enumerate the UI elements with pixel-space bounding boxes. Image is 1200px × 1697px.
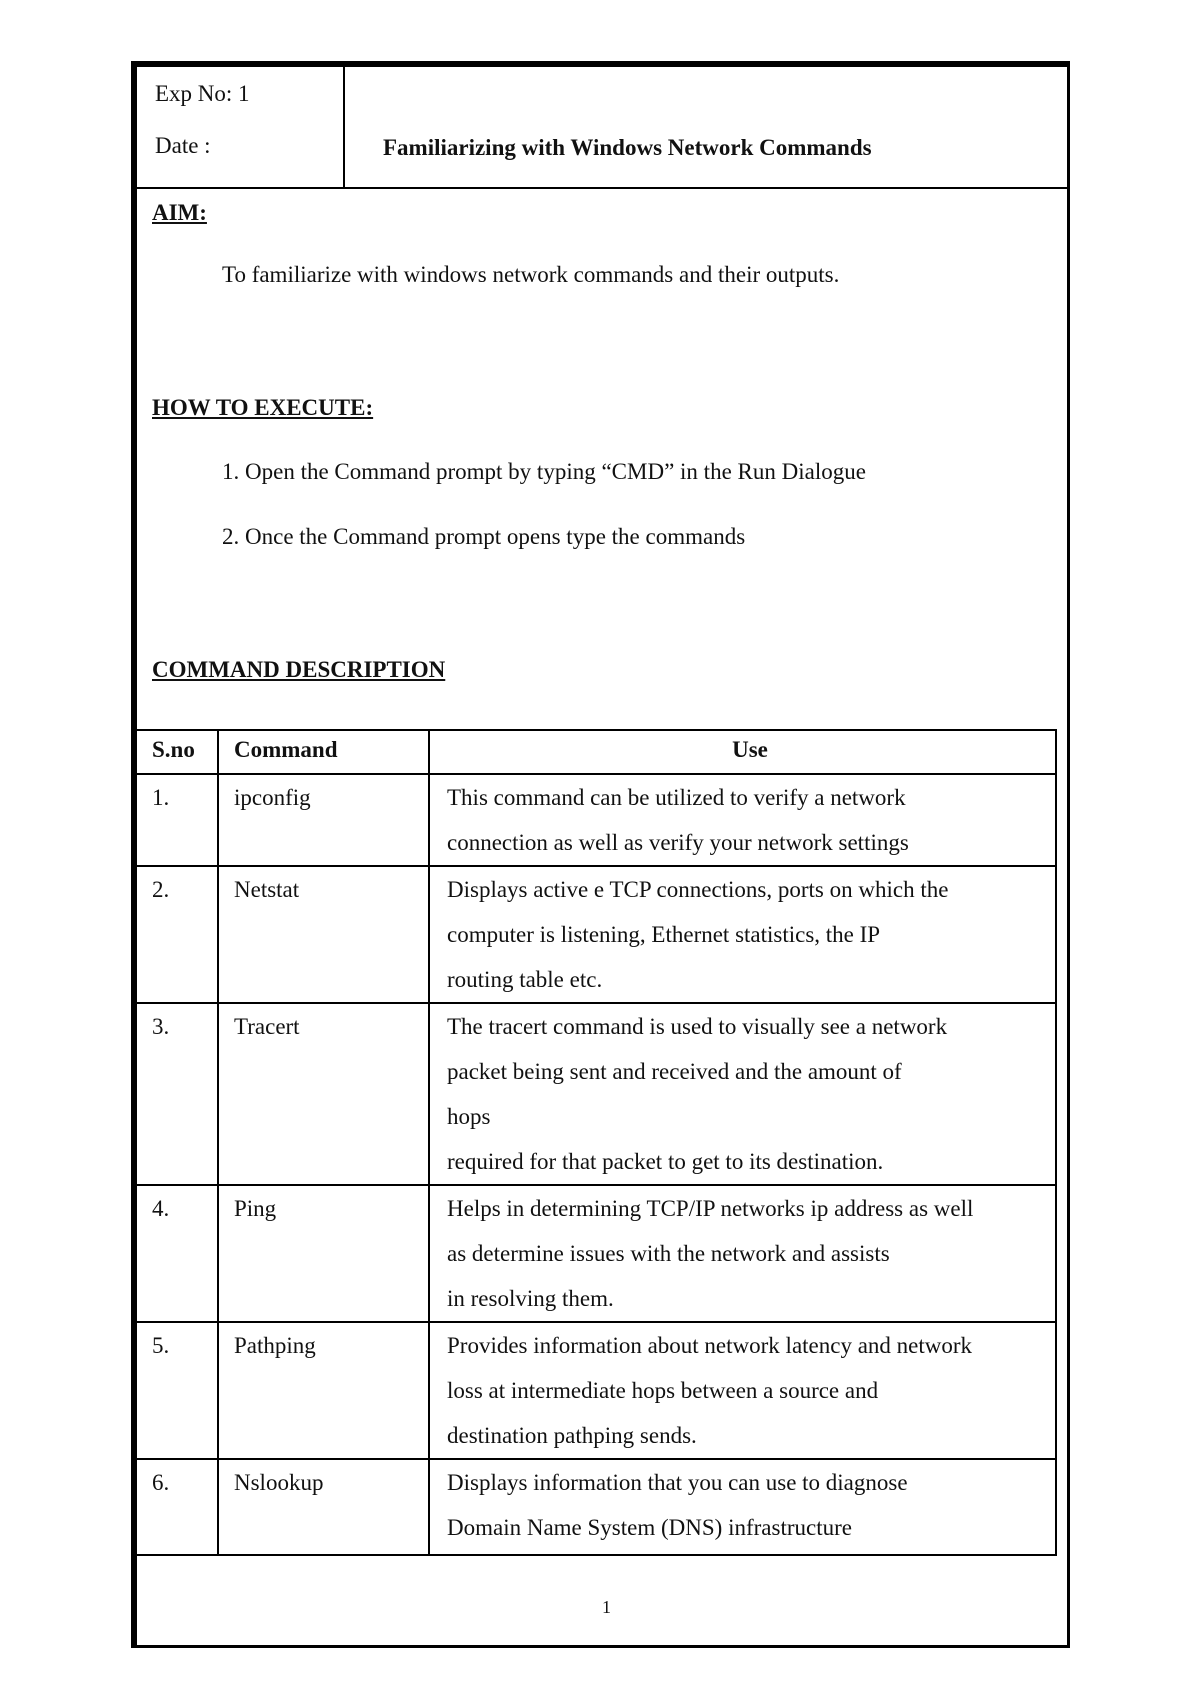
experiment-header <box>137 67 1067 189</box>
row-use <box>429 1459 1056 1555</box>
row-command: Netstat <box>218 866 429 1003</box>
use-line: Helps in determining TCP/IP networks ip address as well <box>447 1196 974 1221</box>
use-line: computer is listening, Ethernet statistics, the IP <box>447 922 881 947</box>
use-line: connection as well as verify your network settings <box>447 830 909 855</box>
table-row <box>137 1185 1056 1322</box>
row-command: Tracert <box>218 1003 429 1185</box>
column-header-command: Command <box>218 730 429 774</box>
table-body <box>137 774 1056 1555</box>
use-line: Displays active e TCP connections, ports on which the <box>447 877 949 902</box>
row-use <box>429 774 1056 866</box>
use-line: as determine issues with the network and assists <box>447 1241 890 1266</box>
page-number: 1 <box>602 1597 611 1617</box>
how-to-step-2: 2. Once the Command prompt opens type the commands <box>222 524 746 549</box>
row-command: ipconfig <box>218 774 429 866</box>
use-line: loss at intermediate hops between a source and <box>447 1378 879 1403</box>
row-command: Ping <box>218 1185 429 1322</box>
row-use <box>429 1003 1056 1185</box>
aim-heading: AIM: <box>152 200 207 225</box>
command-table <box>137 729 1057 1556</box>
use-line: hops <box>447 1104 491 1129</box>
experiment-title: Familiarizing with Windows Network Commands <box>383 135 872 160</box>
row-command: Nslookup <box>218 1459 429 1555</box>
use-line: The tracert command is used to visually see a network <box>447 1014 948 1039</box>
row-sno: 1. <box>137 774 218 866</box>
table-row <box>137 774 1056 866</box>
use-line: Displays information that you can use to diagnose <box>447 1470 908 1495</box>
table-row <box>137 1459 1056 1555</box>
how-to-step-1: 1. Open the Command prompt by typing “CMD” in the Run Dialogue <box>222 459 866 484</box>
table-header-row <box>137 730 1056 774</box>
use-line: required for that packet to get to its destination. <box>447 1149 884 1174</box>
row-sno: 5. <box>137 1322 218 1459</box>
use-line: Provides information about network latency and network <box>447 1333 973 1358</box>
aim-text: To familiarize with windows network commands and their outputs. <box>222 262 840 287</box>
command-description-heading: COMMAND DESCRIPTION <box>152 657 446 682</box>
date-label: Date : <box>155 133 211 158</box>
row-sno: 4. <box>137 1185 218 1322</box>
row-use <box>429 1185 1056 1322</box>
row-command: Pathping <box>218 1322 429 1459</box>
use-line: routing table etc. <box>447 967 603 992</box>
table-row <box>137 1003 1056 1185</box>
use-line: This command can be utilized to verify a network <box>447 785 906 810</box>
row-use <box>429 1322 1056 1459</box>
document-frame <box>131 61 1070 1648</box>
column-header-use: Use <box>429 730 1056 774</box>
table-row <box>137 866 1056 1003</box>
exp-number: Exp No: 1 <box>155 81 250 106</box>
header-left-cell <box>137 67 345 187</box>
use-line: packet being sent and received and the amount of <box>447 1059 902 1084</box>
row-sno: 6. <box>137 1459 218 1555</box>
row-sno: 2. <box>137 866 218 1003</box>
how-to-heading: HOW TO EXECUTE: <box>152 395 374 420</box>
row-use <box>429 866 1056 1003</box>
table-row <box>137 1322 1056 1459</box>
use-line: in resolving them. <box>447 1286 614 1311</box>
use-line: Domain Name System (DNS) infrastructure <box>447 1515 852 1540</box>
use-line: destination pathping sends. <box>447 1423 697 1448</box>
row-sno: 3. <box>137 1003 218 1185</box>
column-header-sno: S.no <box>137 730 218 774</box>
